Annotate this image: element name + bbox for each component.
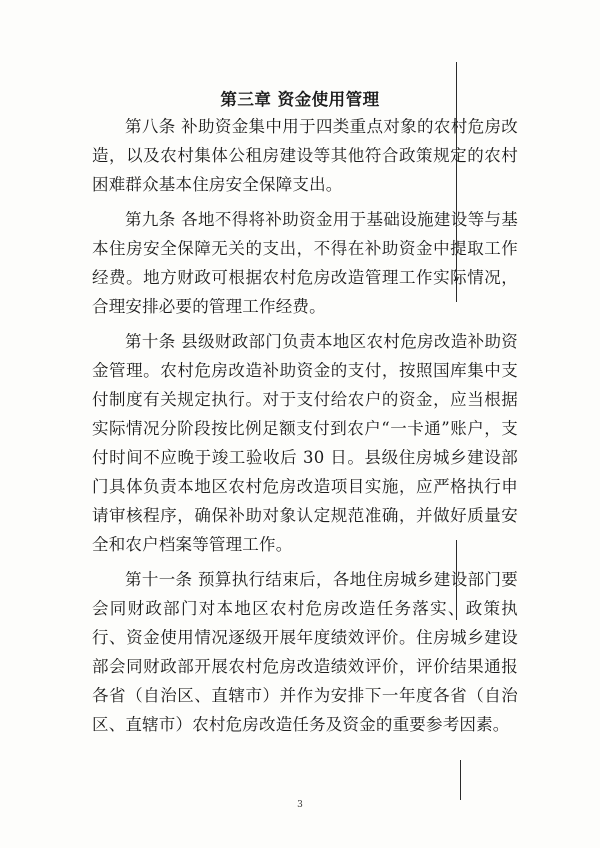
chapter-title: 第三章 资金使用管理 (220, 90, 380, 109)
article-10: 第十条 县级财政部门负责本地区农村危房改造补助资金管理。农村危房改造补助资金的支付，按照国库集中支付制度有关规定执行。对于支付给农户的资金，应当根据实际情况分阶段按比例足额支付到农户“一卡通”账户，支付时间不应晚于竣工验收后 30 日。县级住房城乡建设部门具体负责本地区农村危房改造项目实施，应严格执行申请审核程序，确保补助对象认定规范准确，并做好质量安全和农户档案等管理工作。 (92, 332, 518, 554)
page-number: 3 (297, 800, 303, 810)
article-11: 第十一条 预算执行结束后，各地住房城乡建设部门要会同财政部门对本地区农村危房改造任务落实、政策执行、资金使用情况逐级开展年度绩效评价。住房城乡建设部会同财政部开展农村危房改造绩效评价，评价结果通报各省（自治区、直辖市）并作为安排下一年度各省（自治区、直辖市）农村危房改造任务及资金的重要参考因素。 (92, 570, 518, 734)
article-9: 第九条 各地不得将补助资金用于基础设施建设等与基本住房安全保障无关的支出，不得在补助资金中提取工作经费。地方财政可根据农村危房改造管理工作实际情况，合理安排必要的管理工作经费。 (92, 210, 518, 316)
document-body (92, 112, 518, 745)
article-8: 第八条 补助资金集中用于四类重点对象的农村危房改造，以及农村集体公租房建设等其他符合政策规定的农村困难群众基本住房安全保障支出。 (92, 117, 518, 194)
scan-fold-line-lower (460, 760, 461, 800)
